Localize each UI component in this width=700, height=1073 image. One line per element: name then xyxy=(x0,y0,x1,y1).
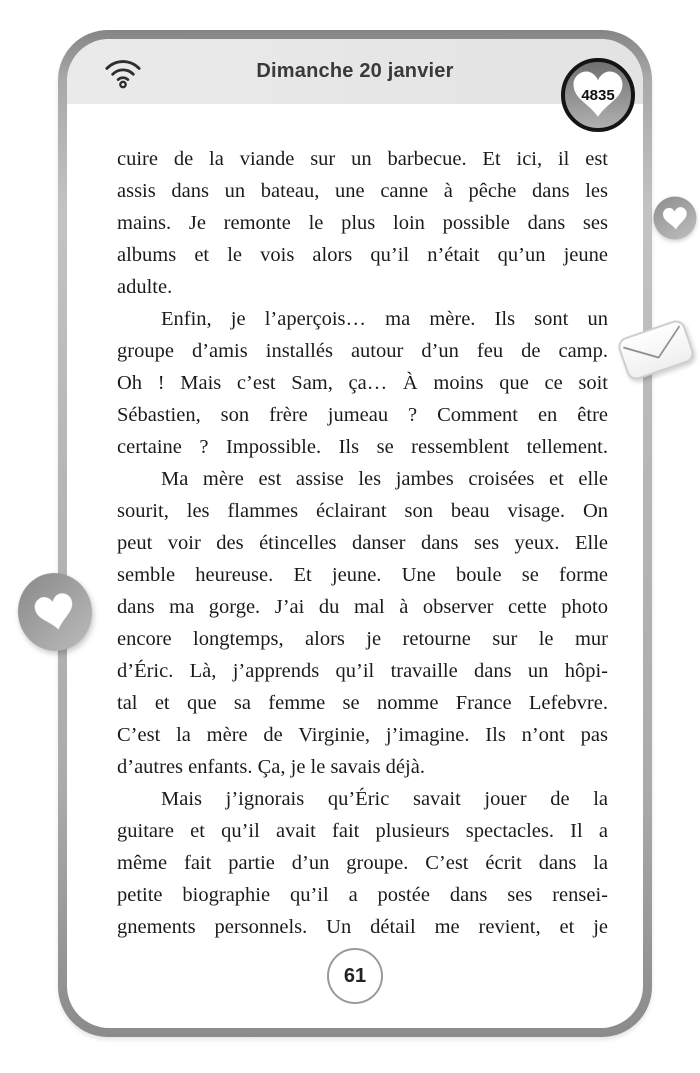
paragraph xyxy=(117,143,608,303)
text-line: C’est la mère de Virginie, j’imagine. Ils n’ont pas xyxy=(117,724,608,746)
text-line: tal et que sa femme se nomme France Lefebvre. xyxy=(117,692,608,714)
text-line: même fait partie d’un groupe. C’est écrit dans la xyxy=(117,852,608,874)
date-title: Dimanche 20 janvier xyxy=(256,60,454,82)
status-bar xyxy=(67,39,643,104)
text-line: Sébastien, son frère jumeau ? Comment en être xyxy=(117,404,608,426)
text-line: dans ma gorge. J’ai du mal à observer cette photo xyxy=(117,596,608,618)
paragraph xyxy=(117,463,608,783)
text-line: d’Éric. Là, j’apprends qu’il travaille dans un hôpi- xyxy=(117,660,608,682)
text-line: assis dans un bateau, une canne à pêche dans les xyxy=(117,180,608,202)
likes-count: 4835 xyxy=(581,87,615,104)
text-line: cuire de la viande sur un barbecue. Et ici, il est xyxy=(117,148,608,170)
page-number: 61 xyxy=(343,964,367,987)
text-line: guitare et qu’il avait fait plusieurs spectacles. Il a xyxy=(117,820,608,842)
text-line: Oh ! Mais c’est Sam, ça… À moins que ce soit xyxy=(117,372,608,394)
text-line: d’autres enfants. Ça, je le savais déjà. xyxy=(117,756,425,778)
text-line: albums et le vois alors qu’il n’était qu’un jeune xyxy=(117,244,608,266)
text-line: encore longtemps, alors je retourne sur le mur xyxy=(117,628,608,650)
heart-circle-icon xyxy=(9,564,101,659)
likes-counter-badge xyxy=(559,56,637,134)
text-line: groupe d’amis installés autour d’un feu de camp. xyxy=(117,340,608,362)
text-line: adulte. xyxy=(117,276,173,298)
text-line: certaine ? Impossible. Ils se ressemblent tellement. xyxy=(117,436,608,458)
phone-frame xyxy=(58,30,652,1037)
heart-circle-icon xyxy=(652,195,698,241)
text-area xyxy=(117,143,608,943)
text-line: Mais j’ignorais qu’Éric savait jouer de la xyxy=(161,788,608,810)
phone-screen xyxy=(67,39,643,1028)
text-line: sourit, les flammes éclairant son beau visage. On xyxy=(117,500,608,522)
text-line: Enfin, je l’aperçois… ma mère. Ils sont un xyxy=(161,308,608,330)
text-line: gnements personnels. Un détail me revient, et je xyxy=(117,916,608,938)
text-line: mains. Je remonte le plus loin possible dans ses xyxy=(117,212,608,234)
text-line: petite biographie qu’il a postée dans ses rensei- xyxy=(117,884,608,906)
text-line: Ma mère est assise les jambes croisées et elle xyxy=(161,468,608,490)
text-line: semble heureuse. Et jeune. Une boule se forme xyxy=(117,564,608,586)
paragraph xyxy=(117,783,608,943)
paragraph xyxy=(117,303,608,463)
page-number-badge xyxy=(327,948,383,1004)
text-line: peut voir des étincelles danser dans ses yeux. Elle xyxy=(117,532,608,554)
